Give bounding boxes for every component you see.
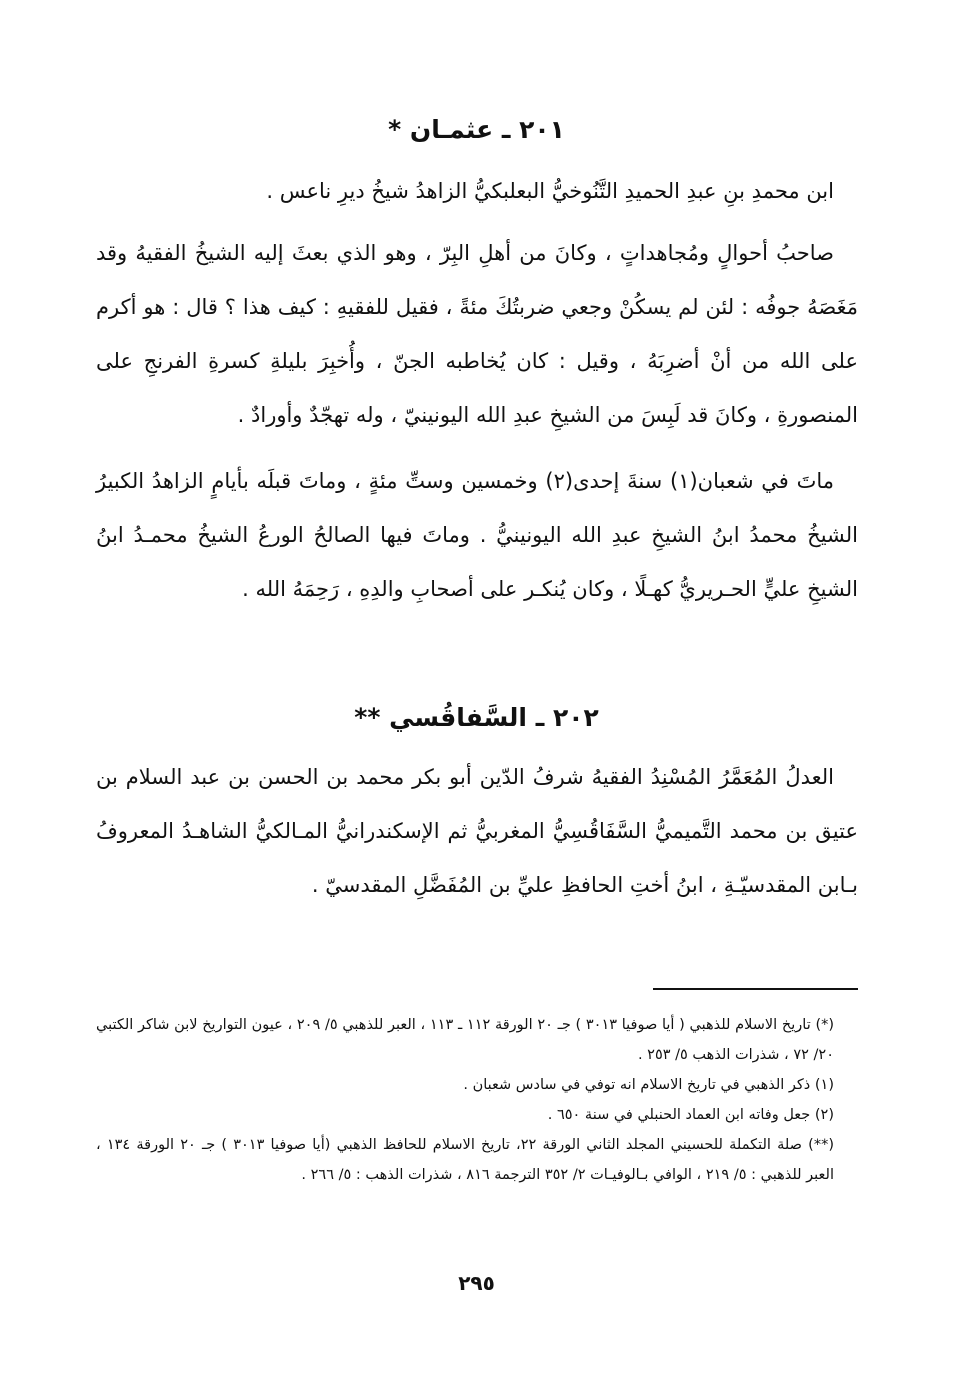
footnote-double-star: (**) صلة التكملة للحسيني المجلد الثاني الورقة ٢٢، تاريخ الاسلام للحافظ الذهبي (أيا صوفيا ٣٠١٣ ) جـ ٢٠ الورقة ١٣٤ ، العبر للذهبي : ٥/ ٢١٩ ، الوافي بـالوفيـات ٢/ ٣٥٢ الترجمة ٨١٦ ، شذرات الذهب : ٥/ ٢٦٦ . <box>96 1137 834 1183</box>
entry-201-paragraph-1: صاحبُ أحوالٍ ومُجاهداتٍ ، وكانَ من أهلِ البِرّ ، وهو الذي بعثَ إليه الشيخُ الفقيهُ وقد مَغَصَهُ جوفُه : لئن لم يسكُنْ وجعي ضربتُكَ مئةً ، فقيل للفقيهِ : كيف هذا ؟ قال : هو أكرم على الله من أنْ أضرِبَهُ ، وقيل : كان يُخاطبه الجنّ ، وأُخبِرَ بليلةِ كسرةِ الفرنجِ على المنصورةِ ، وكانَ قد لَبِسَ من الشيخِ عبدِ الله اليونينيّ ، وله تهجّدٌ وأورادٌ . <box>96 241 858 427</box>
footnotes <box>96 1010 858 1190</box>
entry-202-title: ٢٠٢ ـ السَّفاقُسي ** <box>354 703 599 732</box>
footnote-1: (١) ذكر الذهبي في تاريخ الاسلام انه توفي في سادس شعبان . <box>463 1077 834 1093</box>
entry-201-lead: ابن محمدِ بنِ عبدِ الحميدِ التَّنُوخيُّ البعلبكيُّ الزاهدُ شيخُ ديرِ ناعس . <box>266 179 834 203</box>
entry-202-paragraph-1: العدلُ المُعَمَّرُ المُسْنِدُ الفقيهُ شرفُ الدّين أبو بكر محمد بن الحسن بن عبد السلام بن عتيق بن محمد التَّميميُّ السَّفَاقُسِيُّ المغربيُّ ثم الإسكندرانيُّ المـالكيُّ الشاهـدُ المعروفُ بـابن المقدسيّـةِ ، ابنُ أختِ الحافظِ عليِّ بن المُفَضَّلِ المقدسيّ . <box>96 765 858 897</box>
entry-201-paragraph-2: ماتَ في شعبان(١) سنةَ إحدى(٢) وخمسين وستِّ مئةٍ ، وماتَ قبلَه بأيامٍ الزاهدُ الكبيرُ الشيخُ محمدُ ابنُ الشيخِ عبدِ الله اليونينيُّ . وماتَ فيها الصالحُ الورعُ الشيخُ محمـدُ ابنُ الشيخِ عليٍّ الحـريريُّ كهـلًا ، وكان يُنكـر على أصحابِ والدِهِ ، رَحِمَهُ الله . <box>96 469 858 601</box>
footnote-2: (٢) جعل وفاته ابن العماد الحنبلي في سنة ٦٥٠ . <box>547 1107 834 1123</box>
entry-201-title: ٢٠١ ـ عثمـان * <box>388 115 565 144</box>
entry-201-body <box>96 164 858 616</box>
footnote-star: (*) تاريخ الاسلام للذهبي ( أيا صوفيا ٣٠١٣ ) جـ ٢٠ الورقة ١١٢ ـ ١١٣ ، العبر للذهبي ٥/ ٢٠٩ ، عيون التواريخ لابن شاكر الكتبي ٢٠/ ٧٢ ، شذرات الذهب ٥/ ٢٥٣ . <box>96 1017 835 1063</box>
footnote-separator <box>653 988 858 990</box>
entry-202-body <box>96 750 858 912</box>
page-number: ٢٩٥ <box>458 1271 495 1295</box>
